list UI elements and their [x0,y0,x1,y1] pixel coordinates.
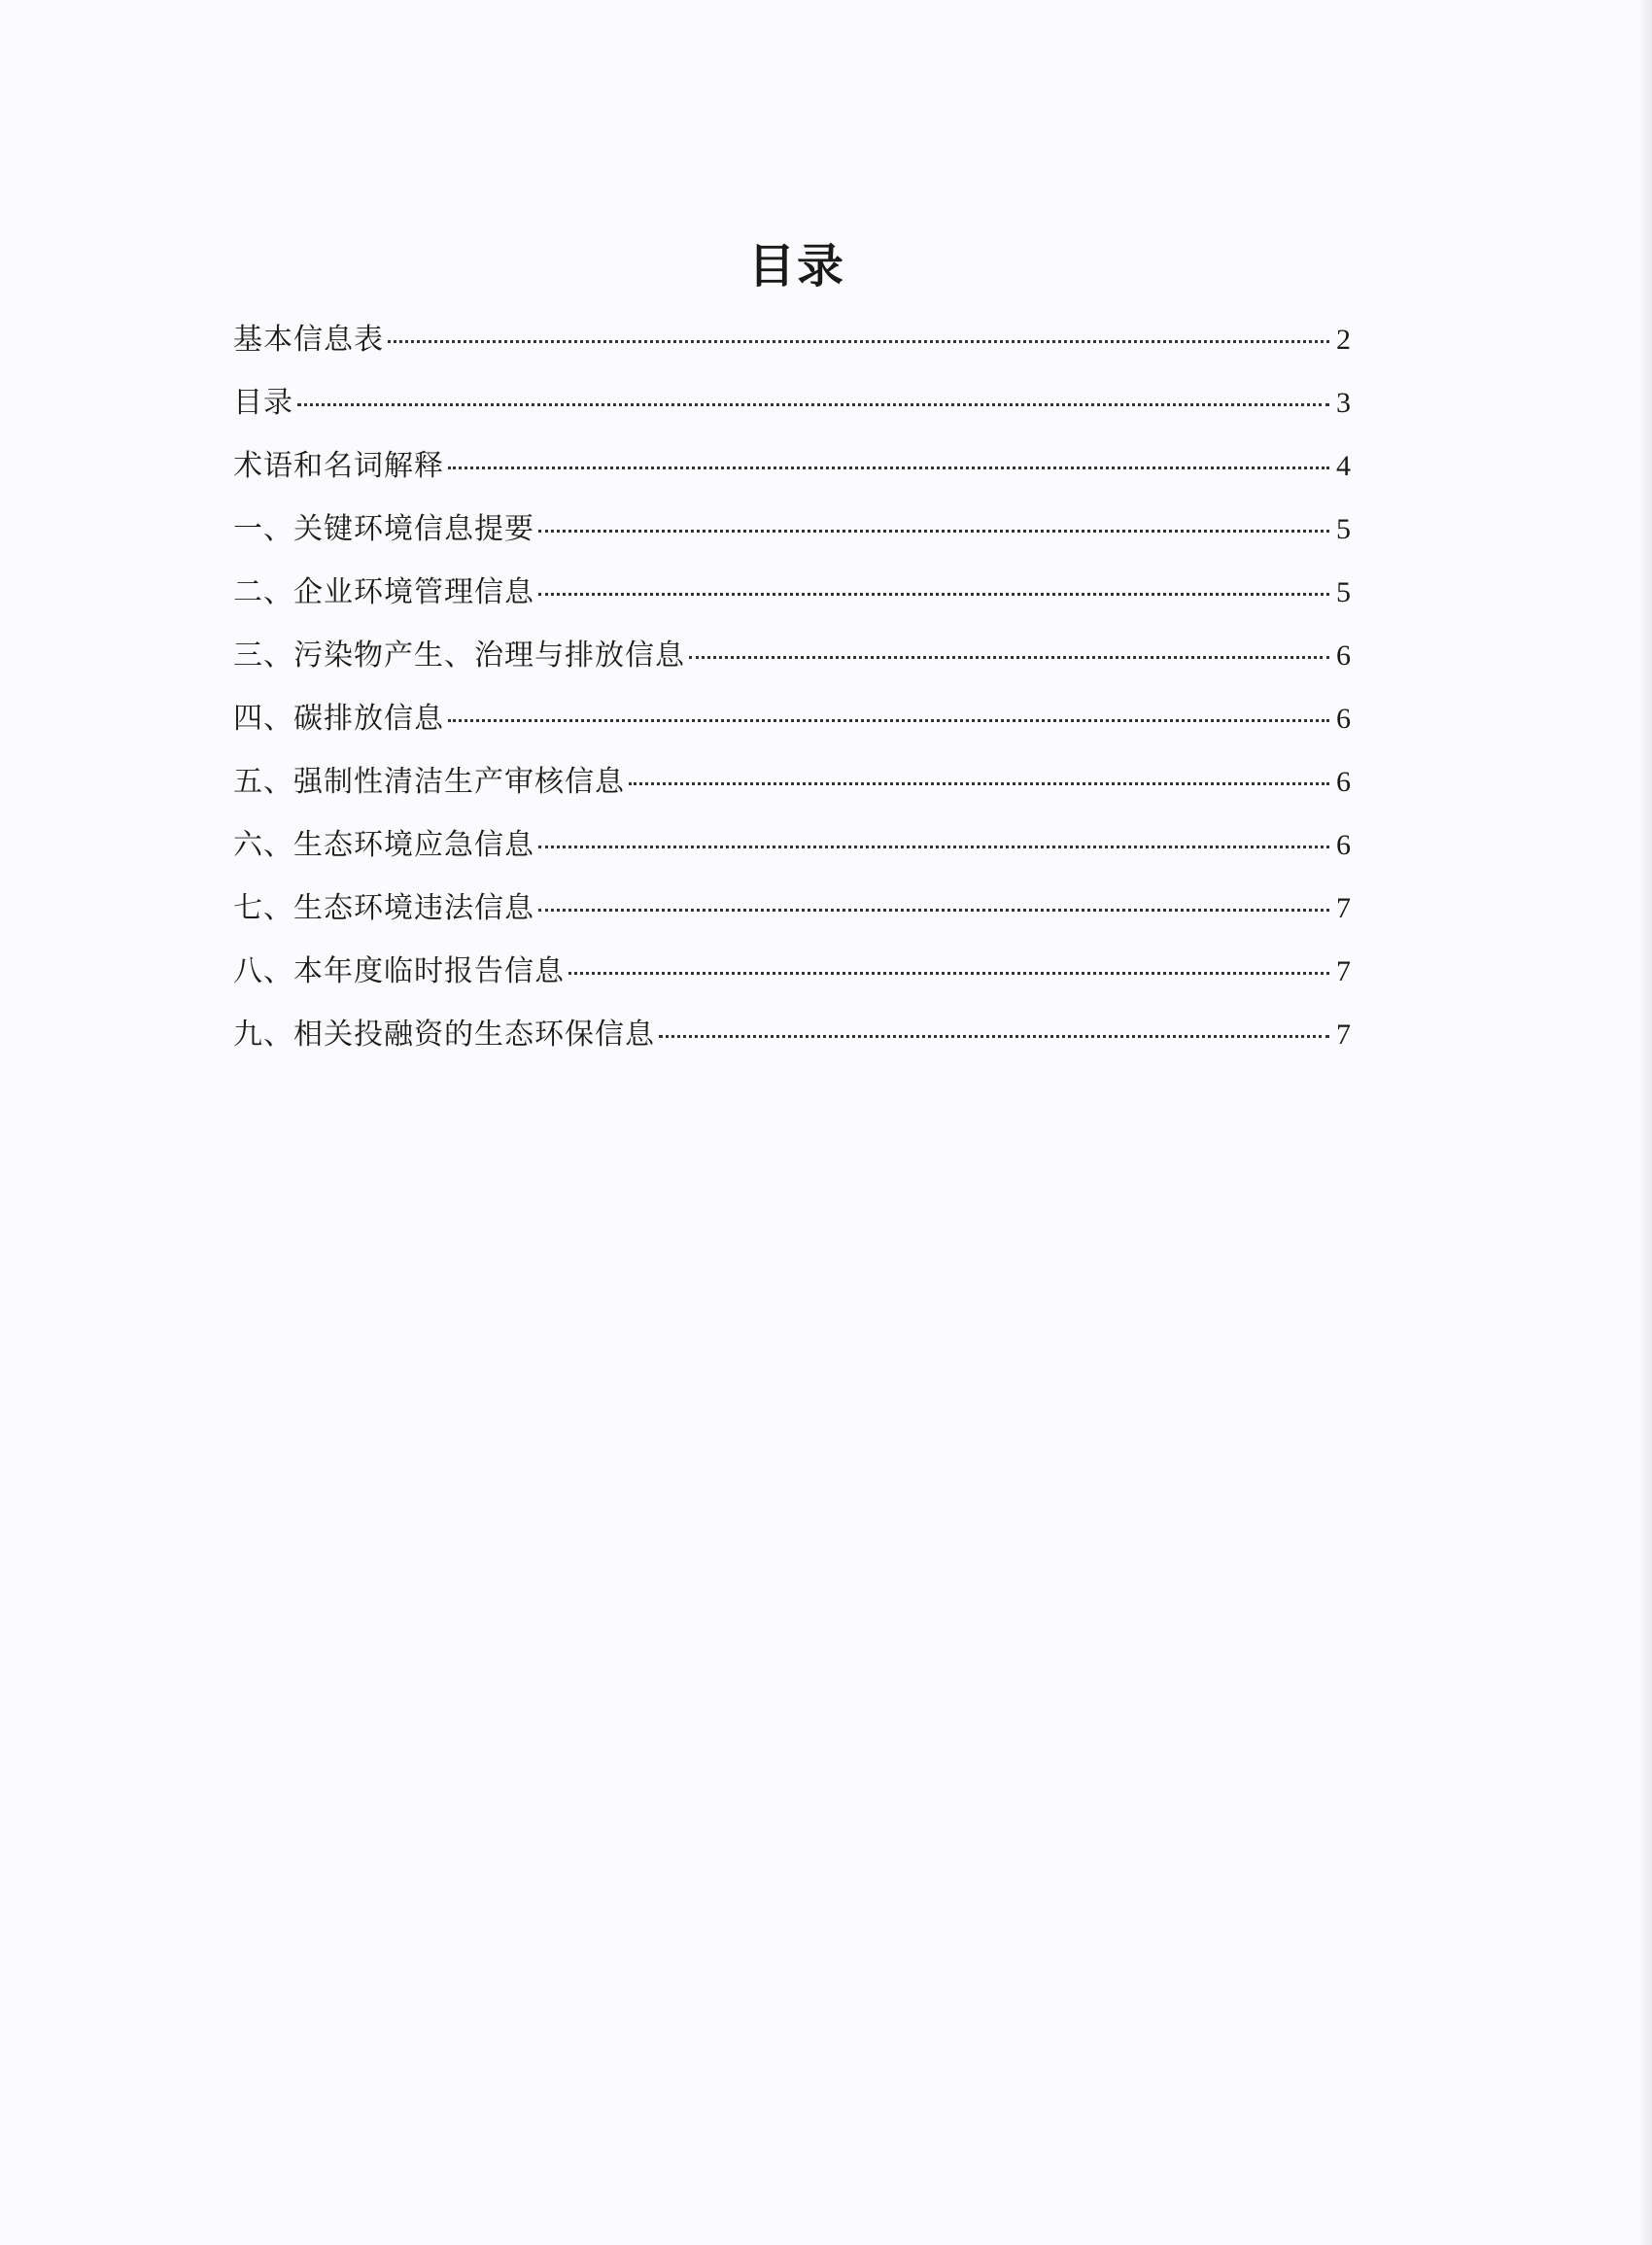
toc-entry-label: 五、强制性清洁生产审核信息 [233,765,625,799]
toc-entry-section-9 [233,1016,1351,1079]
page-title: 目录 [747,239,845,294]
toc-entry-section-5 [233,763,1351,826]
toc-dot-leader [538,909,1329,912]
toc-page-number: 7 [1336,955,1351,987]
scan-page-edge [1638,0,1652,2245]
toc-entry-contents [233,384,1351,447]
toc-dot-leader [568,972,1329,975]
toc-page-number: 7 [1336,1019,1351,1051]
toc-dot-leader [388,340,1329,343]
toc-entry-section-4 [233,700,1351,763]
toc-page-number: 3 [1336,387,1351,419]
toc-entry-label: 目录 [233,386,293,420]
toc-page-number: 4 [1336,450,1351,482]
toc-dot-leader [538,593,1329,596]
toc-entry-label: 七、生态环境违法信息 [233,891,534,925]
toc-entry-label: 八、本年度临时报告信息 [233,954,565,988]
toc-entry-label: 一、关键环境信息提要 [233,512,534,546]
toc-page-number: 7 [1336,892,1351,924]
toc-entry-section-7 [233,889,1351,952]
toc-dot-leader [448,719,1329,722]
toc-entry-section-1 [233,510,1351,573]
toc-page-number: 5 [1336,576,1351,608]
toc-entry-label: 四、碳排放信息 [233,702,444,736]
toc-entry-label: 基本信息表 [233,323,384,357]
toc-page-number: 6 [1336,639,1351,672]
toc-dot-leader [659,1035,1329,1038]
toc-dot-leader [297,403,1329,406]
toc-dot-leader [538,530,1329,533]
table-of-contents [233,321,1351,1079]
toc-entry-label: 三、污染物产生、治理与排放信息 [233,639,685,673]
toc-entry-label: 九、相关投融资的生态环保信息 [233,1018,655,1052]
toc-entry-label: 六、生态环境应急信息 [233,828,534,862]
toc-entry-section-8 [233,952,1351,1016]
toc-dot-leader [629,782,1329,785]
toc-dot-leader [538,846,1329,848]
toc-page-number: 6 [1336,766,1351,798]
toc-dot-leader [689,656,1329,659]
toc-entry-section-3 [233,637,1351,700]
toc-entry-section-6 [233,826,1351,889]
toc-entry-label: 术语和名词解释 [233,449,444,483]
toc-entry-section-2 [233,573,1351,637]
toc-page-number: 2 [1336,324,1351,356]
toc-page-number: 5 [1336,513,1351,545]
toc-entry-label: 二、企业环境管理信息 [233,575,534,609]
toc-dot-leader [448,466,1329,469]
toc-page-number: 6 [1336,829,1351,861]
toc-entry-basic-info-table [233,321,1351,384]
toc-entry-terminology [233,447,1351,510]
toc-page-number: 6 [1336,703,1351,735]
